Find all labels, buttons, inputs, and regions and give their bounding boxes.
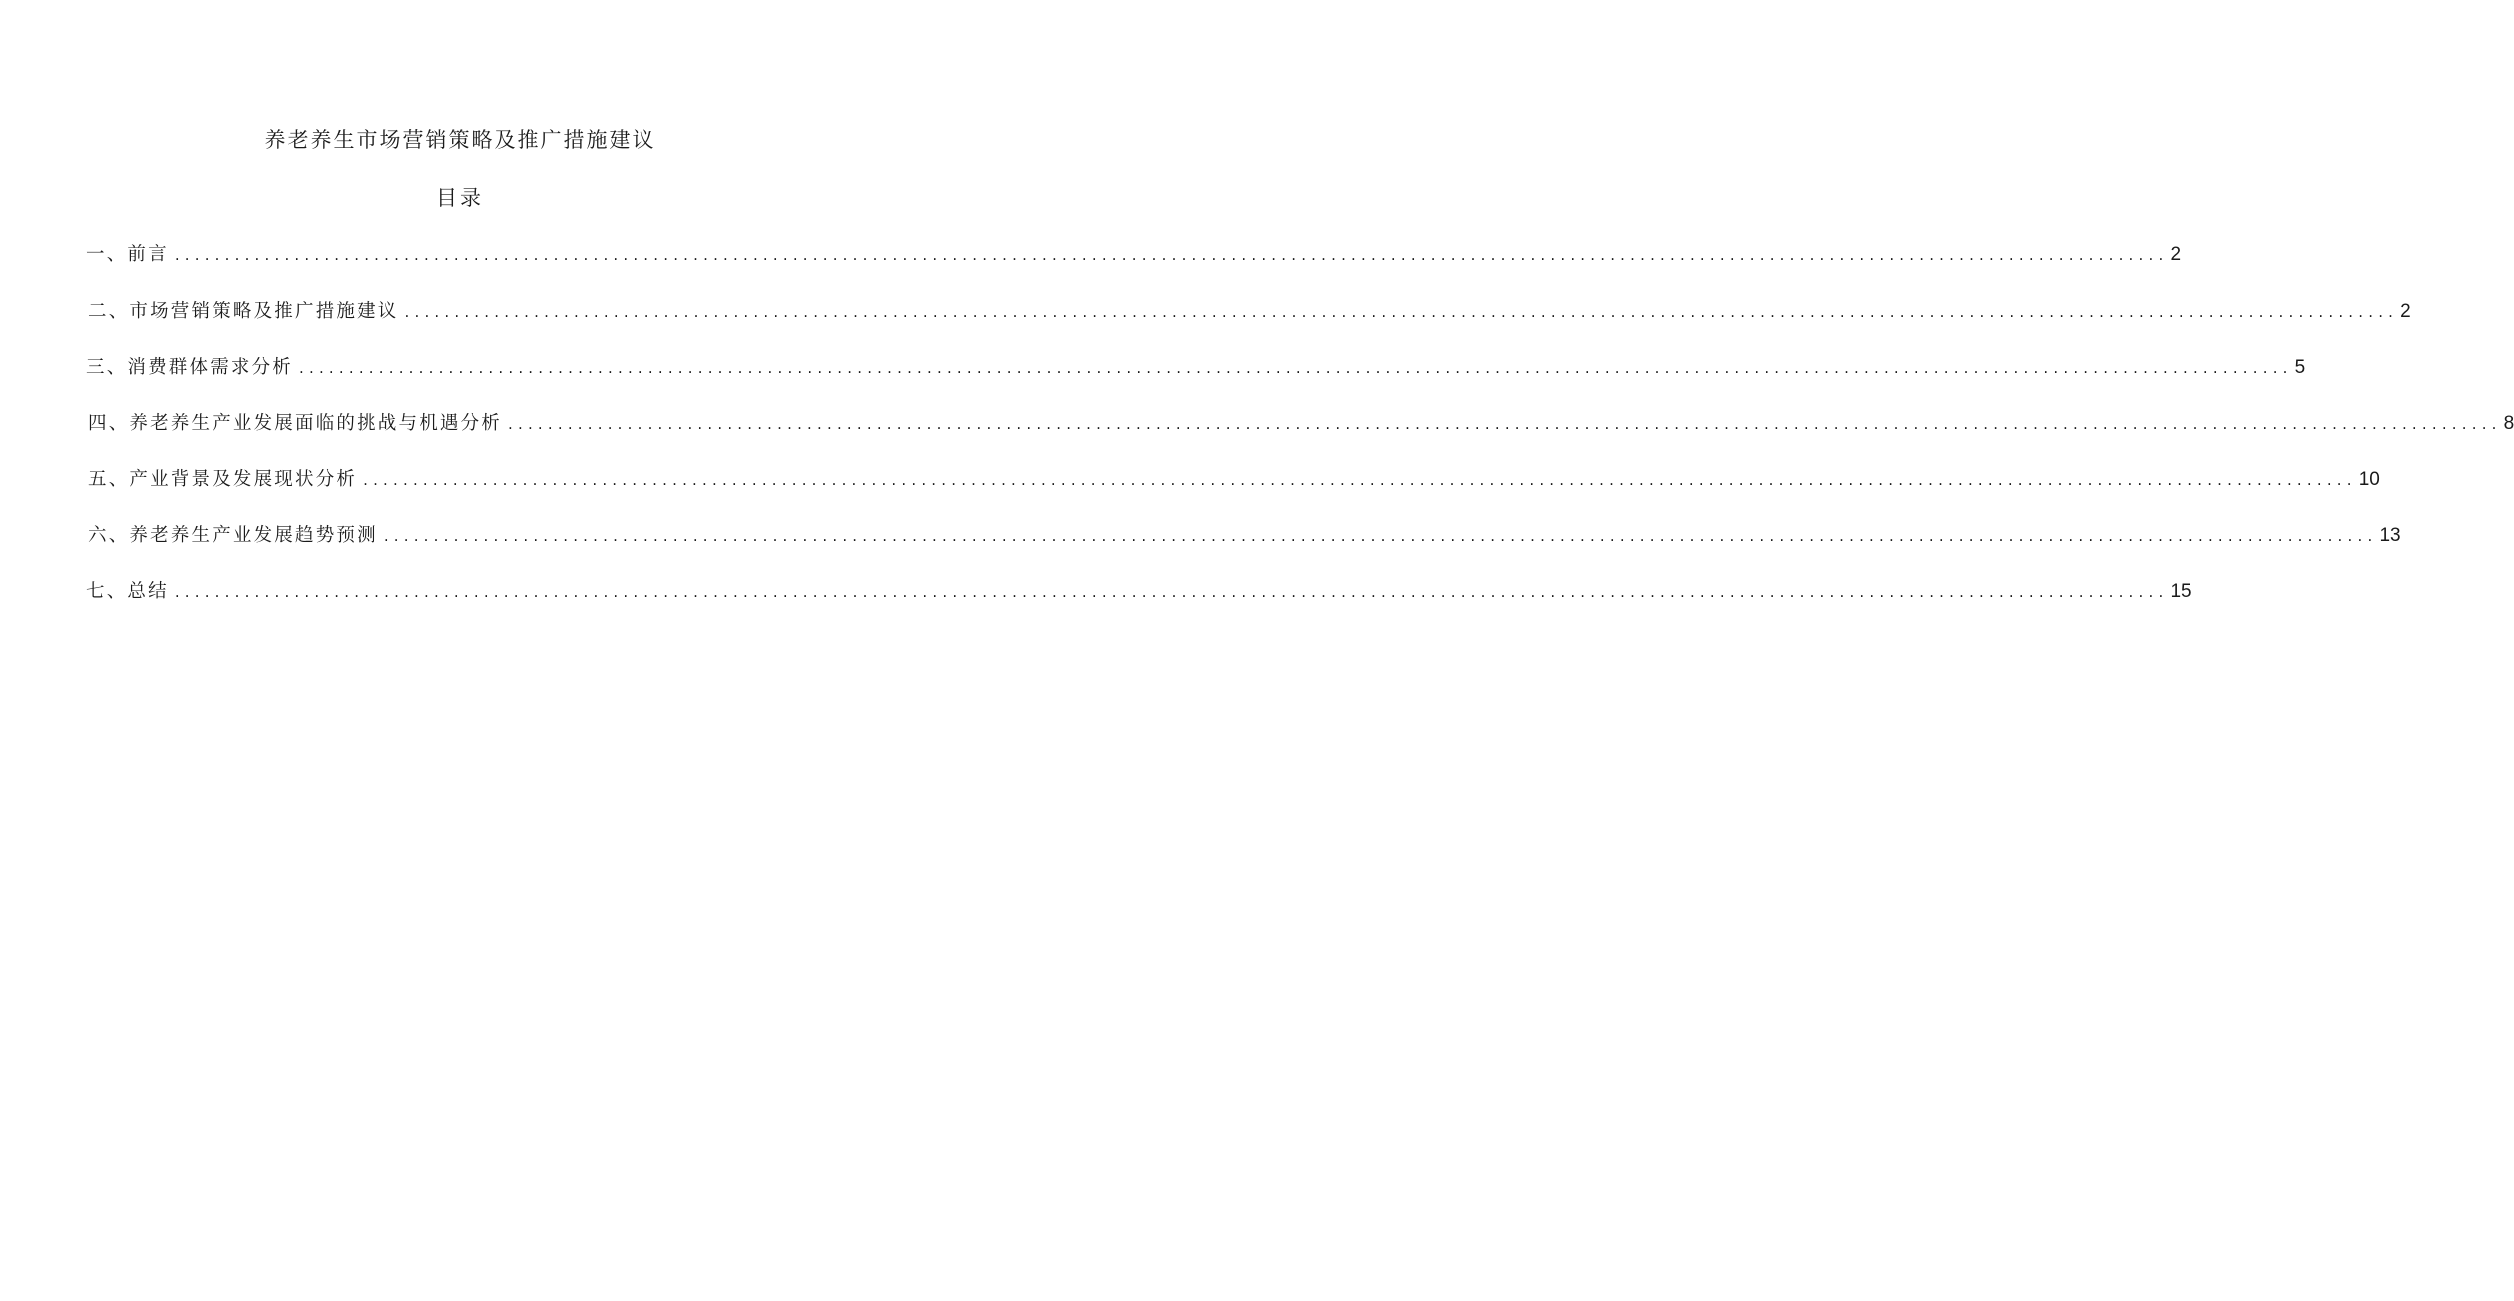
toc-entry[interactable] bbox=[86, 240, 2182, 270]
toc-entry-label: 一、前言 bbox=[86, 244, 169, 265]
toc-entry-page-number: 8 bbox=[2503, 413, 2514, 434]
toc-entry-page-number: 2 bbox=[2170, 244, 2182, 265]
toc-entry-page-number: 15 bbox=[2170, 581, 2192, 602]
toc-dot-leader: ........................................................................................................................................................................................................ bbox=[383, 527, 2378, 545]
toc-heading: 目录 bbox=[436, 186, 484, 210]
toc-entry[interactable] bbox=[88, 465, 2380, 495]
toc-dot-leader: ........................................................................................................................................................................................................ bbox=[508, 415, 2502, 433]
toc-entry-page-number: 10 bbox=[2358, 469, 2380, 490]
toc-entry-page-number: 2 bbox=[2400, 301, 2411, 322]
toc-entry-label: 六、养老养生产业发展趋势预测 bbox=[88, 525, 378, 546]
toc-entry-label: 四、养老养生产业发展面临的挑战与机遇分析 bbox=[88, 413, 503, 434]
toc-entry[interactable] bbox=[88, 521, 2401, 551]
toc-entry-page-number: 13 bbox=[2379, 525, 2401, 546]
toc-entry[interactable] bbox=[86, 353, 2306, 383]
toc-entry[interactable] bbox=[86, 577, 2192, 607]
toc-dot-leader: ........................................................................................................................................................................................................ bbox=[174, 246, 2169, 264]
toc-dot-leader: ........................................................................................................................................................................................................ bbox=[404, 303, 2399, 321]
toc-entry-page-number: 5 bbox=[2294, 357, 2306, 378]
document-title: 养老养生市场营销策略及推广措施建议 bbox=[264, 128, 656, 152]
toc-entry[interactable] bbox=[88, 409, 2514, 439]
toc-entry-label: 三、消费群体需求分析 bbox=[86, 357, 294, 378]
toc-entry-label: 七、总结 bbox=[86, 581, 169, 602]
toc-dot-leader: ........................................................................................................................................................................................................ bbox=[299, 359, 2293, 377]
toc-entry[interactable] bbox=[88, 297, 2411, 327]
toc-dot-leader: ........................................................................................................................................................................................................ bbox=[363, 471, 2357, 489]
toc-entry-label: 二、市场营销策略及推广措施建议 bbox=[88, 301, 399, 322]
toc-dot-leader: ........................................................................................................................................................................................................ bbox=[174, 583, 2169, 601]
toc-entry-label: 五、产业背景及发展现状分析 bbox=[88, 469, 358, 490]
